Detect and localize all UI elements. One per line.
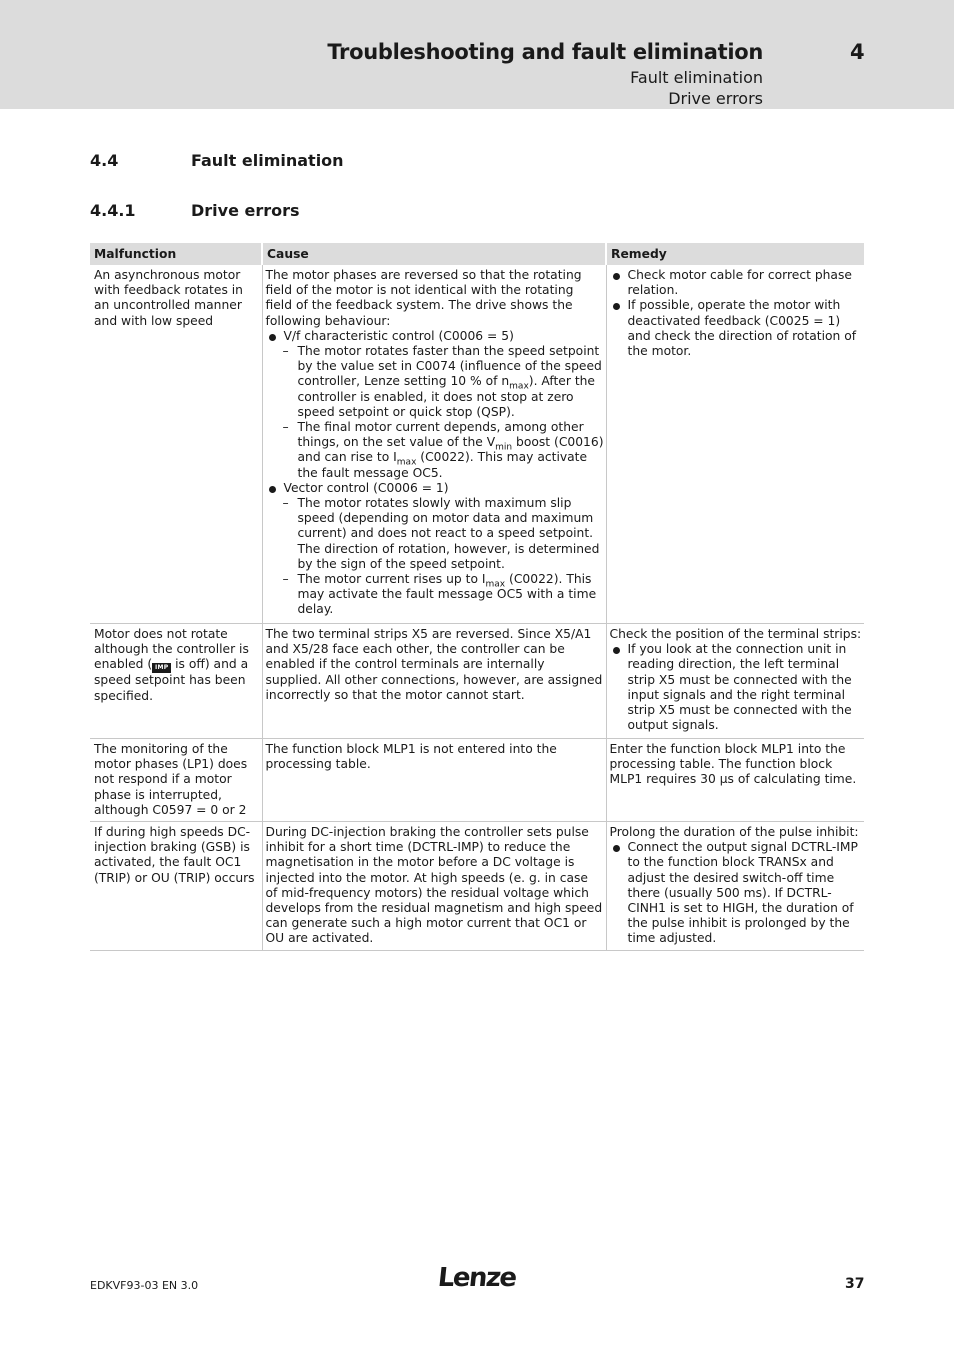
dash-icon: – [282,496,289,511]
remedy-cell [606,265,864,624]
remedy-bullet-list [610,840,863,946]
list-item: Connect the output signal DCTRL-IMP to the function block TRANSx and adjust the desired switch-off time there (usually 500 ms). If DCTRL-CINH1 is set to HIGH, the duration of the pulse inhibit is prolonged by the time adjusted. [610,840,863,946]
bullet-text: V/f characteristic control (C0006 = 5) [283,328,514,343]
remedy-cell: Enter the function block MLP1 into the processing table. The function block MLP1 requires 30 μs of calculating time. [606,739,864,822]
column-header-cause: Cause [262,243,606,265]
subsection-number: 4.4.1 [90,201,136,220]
table-row [90,624,864,739]
dash-icon: – [282,572,289,587]
table-row [90,822,864,951]
lenze-logo: Lenze [436,1263,518,1293]
list-item: If you look at the connection unit in reading direction, the left terminal strip X5 must be connected with the input signals and the right terminal strip X5 must be connected with the output signals. [610,642,863,733]
list-item [266,344,604,420]
cause-cell: The two terminal strips X5 are reversed. Since X5/A1 and X5/28 face each other, the controller can be enabled if the control terminals are internally supplied. All other connections, however, are assigned incorrectly so that the motor cannot start. [262,624,606,739]
dash-text: The final motor current depends, among other things, on the set value of the V [297,420,584,450]
malfunction-text: is off) and a speed setpoint has been specified. [94,657,249,703]
column-header-remedy: Remedy [606,243,864,265]
cause-dash-list [266,496,604,618]
imp-status-icon: IMP [152,663,171,673]
chapter-number: 4 [850,40,865,64]
table-row [90,265,864,624]
dash-text: The motor rotates slowly with maximum slip speed (depending on motor data and maximum current) and does not react to a speed setpoint. The direction of rotation, however, is determined by the sign of the speed setpoint. [297,496,600,571]
document-code: EDKVF93-03 EN 3.0 [90,1279,199,1292]
cause-cell: The function block MLP1 is not entered into the processing table. [262,739,606,822]
subscript: min [495,442,513,453]
table-row [90,739,864,822]
malfunction-cell: An asynchronous motor with feedback rotates in an uncontrolled manner and with low speed [90,265,262,624]
cause-cell: During DC-injection braking the controller sets pulse inhibit for a short time (DCTRL-IMP) to reduce the magnetisation in the motor before a DC voltage is injected into the motor. At high speeds (e. g. in case of mid-frequency motors) the residual voltage which develops from the residual magnetism and high speed can generate such a high motor current that OC1 or OU are activated. [262,822,606,951]
header-subtitle-subsection: Drive errors [668,89,763,108]
malfunction-cell [90,624,262,739]
page-number: 37 [845,1276,865,1292]
cause-bullet-list [266,329,604,344]
cause-intro: The motor phases are reversed so that the rotating field of the motor is not identical with the rotating field of the feedback system. The drive shows the following behaviour: [265,268,582,328]
malfunction-cell: If during high speeds DC-injection braking (GSB) is activated, the fault OC1 (TRIP) or OU (TRIP) occurs [90,822,262,951]
dash-text: (C0022). This may activate the fault message OC5 with a time delay. [297,572,597,617]
cause-cell [262,265,606,624]
chapter-title: Troubleshooting and fault elimination [327,40,763,64]
drive-errors-table [90,243,864,951]
column-header-malfunction: Malfunction [90,243,262,265]
cause-bullet-list [266,481,604,496]
header-subtitle-section: Fault elimination [630,68,763,87]
dash-text: The motor rotates faster than the speed setpoint by the value set in C0074 (influence of the speed controller, Lenze setting 10 % of n [297,344,602,389]
subscript: max [509,381,529,392]
remedy-cell [606,624,864,739]
bullet-text: Vector control (C0006 = 1) [283,480,449,495]
dash-text: The motor current rises up to I [297,572,486,587]
section-heading: Fault elimination [191,151,344,170]
dash-text: boost (C0016) and can rise to I [297,435,604,465]
dash-text: ). After the controller is enabled, it does not stop at zero speed setpoint or quick stop (QSP). [297,374,595,419]
remedy-bullet-list [610,268,863,359]
malfunction-text: Motor does not rotate although the controller is enabled ( [94,627,249,672]
subscript: max [485,579,506,590]
dash-text: (C0022). This may activate the fault message OC5. [297,450,588,480]
subsection-heading: Drive errors [191,201,300,220]
table-header-row [90,243,864,265]
section-number: 4.4 [90,151,119,170]
remedy-bullet-list [610,642,863,733]
subscript: max [396,457,417,468]
list-item [266,420,604,481]
list-item [266,496,604,572]
list-item [266,329,604,344]
dash-icon: – [282,344,289,359]
malfunction-cell: The monitoring of the motor phases (LP1) does not respond if a motor phase is interrupted, although C0597 = 0 or 2 [90,739,262,822]
list-item: If possible, operate the motor with deactivated feedback (C0025 = 1) and check the direction of rotation of the motor. [610,298,863,359]
list-item [266,481,604,496]
remedy-intro: Prolong the duration of the pulse inhibit: [609,825,859,840]
remedy-intro: Check the position of the terminal strips: [609,627,862,641]
remedy-cell [606,822,864,951]
dash-icon: – [282,420,289,435]
list-item [266,572,604,618]
cause-dash-list [266,344,604,481]
list-item: Check motor cable for correct phase relation. [610,268,863,298]
